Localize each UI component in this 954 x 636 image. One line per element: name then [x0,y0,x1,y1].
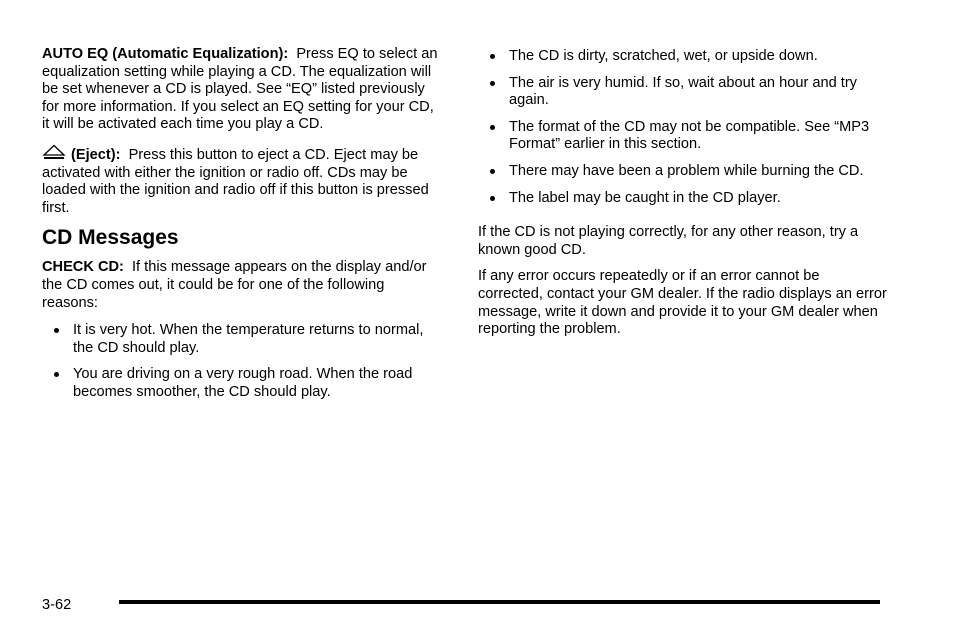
list-item [478,190,888,208]
eject-paragraph [42,144,442,217]
eject-lead: (Eject): [71,146,121,163]
list-item [478,163,888,181]
list-item-text: It is very hot. When the temperature returns to normal, the CD should play. [73,322,424,356]
check-cd-lead: CHECK CD: [42,259,124,276]
footer-rule [119,600,880,604]
left-bullet-list [42,322,442,401]
auto-eq-text: Press EQ to select an equalization setting while playing a CD. The equalization will be set whenever a CD is played. See “EQ” listed previously for more information. If you select an EQ setting for your CD, it will be activated each time you play a CD. [42,46,438,133]
list-item-text: The air is very humid. If so, wait about an hour and try again. [509,74,857,109]
list-item [42,366,442,401]
list-item [478,119,888,154]
bullet-icon [54,328,59,333]
bullet-icon [54,372,59,377]
right-column [478,46,888,339]
list-item-text: The label may be caught in the CD player. [509,189,781,206]
eject-icon [42,144,66,161]
list-item-text: The format of the CD may not be compatible. See “MP3 Format” earlier in this section. [509,118,870,153]
retry-paragraph: If the CD is not playing correctly, for any other reason, try a known good CD. [478,224,859,258]
list-item-text: You are driving on a very rough road. When the road becomes smoother, the CD should play. [73,366,413,400]
bullet-icon [490,81,495,86]
check-cd-paragraph [42,259,442,312]
list-item-text: The CD is dirty, scratched, wet, or upside down. [509,48,818,64]
section-heading: CD Messages [42,226,179,250]
left-column [42,46,442,402]
bullet-icon [490,196,495,201]
eject-text: Press this button to eject a CD. Eject may be activated with either the ignition or radio off. CDs may be loaded with the ignition and radio off if this button is pressed first. [42,146,429,216]
list-item-text: There may have been a problem while burning the CD. [509,162,864,179]
list-item [478,75,888,110]
page-number: 3-62 [42,597,72,613]
bullet-icon [490,169,495,174]
right-bullet-list [478,48,888,207]
auto-eq-paragraph [42,46,442,134]
bullet-icon [490,54,495,59]
check-cd-text: If this message appears on the display and/or the CD comes out, it could be for one of the following reasons: [42,259,427,311]
bullet-icon [490,125,495,130]
auto-eq-lead: AUTO EQ (Automatic Equalization): [42,46,289,62]
list-item [42,322,442,357]
error-paragraph: If any error occurs repeatedly or if an error cannot be corrected, contact your GM dealer. If the radio displays an error message, write it down and provide it to your GM dealer when reporting the problem. [478,268,887,338]
list-item [478,48,888,66]
